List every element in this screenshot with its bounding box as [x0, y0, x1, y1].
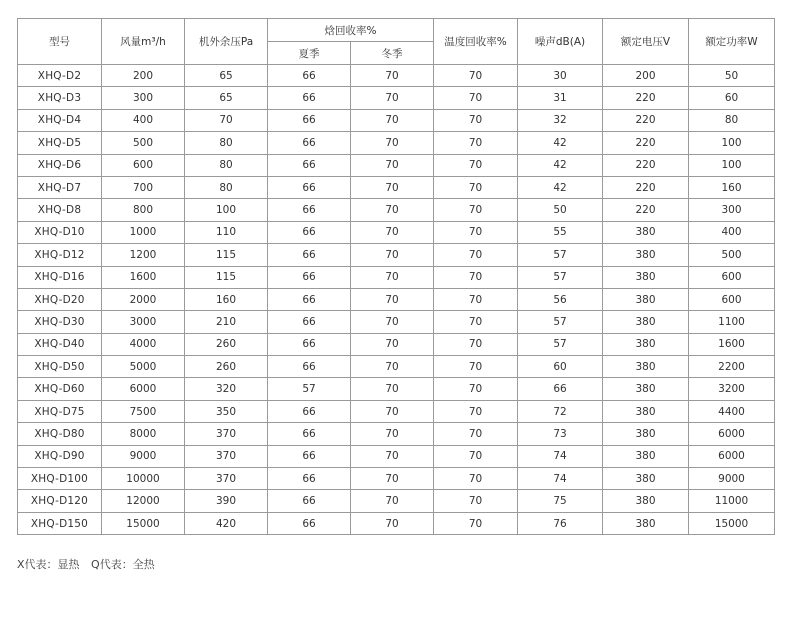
- cell-winter: 70: [351, 378, 434, 400]
- cell-airflow: 5000: [102, 356, 185, 378]
- table-body: [18, 65, 775, 535]
- table-row: [18, 311, 775, 333]
- cell-power: 60: [689, 87, 775, 109]
- cell-power: 600: [689, 266, 775, 288]
- cell-winter: 70: [351, 356, 434, 378]
- cell-power: 500: [689, 244, 775, 266]
- cell-airflow: 8000: [102, 423, 185, 445]
- table-row: [18, 356, 775, 378]
- header-noise: 噪声dB(A): [518, 19, 603, 65]
- cell-model: XHQ-D2: [18, 65, 102, 87]
- cell-airflow: 9000: [102, 445, 185, 467]
- spec-table: [17, 18, 775, 535]
- cell-airflow: 1600: [102, 266, 185, 288]
- table-row: [18, 400, 775, 422]
- table-row: [18, 65, 775, 87]
- cell-pressure: 320: [185, 378, 268, 400]
- cell-power: 6000: [689, 445, 775, 467]
- cell-airflow: 700: [102, 176, 185, 198]
- cell-voltage: 220: [603, 199, 689, 221]
- cell-pressure: 70: [185, 109, 268, 131]
- table-row: [18, 512, 775, 534]
- cell-noise: 74: [518, 468, 603, 490]
- cell-model: XHQ-D5: [18, 132, 102, 154]
- cell-power: 100: [689, 154, 775, 176]
- cell-power: 1600: [689, 333, 775, 355]
- cell-noise: 50: [518, 199, 603, 221]
- table-row: [18, 199, 775, 221]
- cell-airflow: 2000: [102, 288, 185, 310]
- cell-model: XHQ-D8: [18, 199, 102, 221]
- cell-model: XHQ-D120: [18, 490, 102, 512]
- cell-airflow: 15000: [102, 512, 185, 534]
- cell-voltage: 220: [603, 109, 689, 131]
- cell-voltage: 380: [603, 445, 689, 467]
- cell-model: XHQ-D60: [18, 378, 102, 400]
- cell-voltage: 220: [603, 154, 689, 176]
- cell-power: 3200: [689, 378, 775, 400]
- cell-power: 4400: [689, 400, 775, 422]
- cell-pressure: 115: [185, 244, 268, 266]
- cell-pressure: 370: [185, 445, 268, 467]
- cell-winter: 70: [351, 199, 434, 221]
- cell-noise: 30: [518, 65, 603, 87]
- cell-noise: 57: [518, 244, 603, 266]
- table-row: [18, 333, 775, 355]
- cell-summer: 66: [268, 468, 351, 490]
- cell-noise: 56: [518, 288, 603, 310]
- cell-model: XHQ-D100: [18, 468, 102, 490]
- cell-winter: 70: [351, 400, 434, 422]
- cell-pressure: 370: [185, 468, 268, 490]
- cell-pressure: 80: [185, 132, 268, 154]
- cell-voltage: 380: [603, 333, 689, 355]
- cell-temp: 70: [434, 109, 518, 131]
- cell-noise: 57: [518, 311, 603, 333]
- cell-temp: 70: [434, 378, 518, 400]
- cell-airflow: 1200: [102, 244, 185, 266]
- table-row: [18, 87, 775, 109]
- header-pressure: 机外余压Pa: [185, 19, 268, 65]
- cell-power: 100: [689, 132, 775, 154]
- cell-noise: 72: [518, 400, 603, 422]
- cell-model: XHQ-D16: [18, 266, 102, 288]
- cell-power: 80: [689, 109, 775, 131]
- header-voltage: 额定电压V: [603, 19, 689, 65]
- footnote: [17, 556, 163, 572]
- cell-summer: 66: [268, 132, 351, 154]
- cell-airflow: 500: [102, 132, 185, 154]
- cell-pressure: 390: [185, 490, 268, 512]
- cell-airflow: 10000: [102, 468, 185, 490]
- cell-winter: 70: [351, 244, 434, 266]
- table-row: [18, 154, 775, 176]
- cell-winter: 70: [351, 445, 434, 467]
- cell-noise: 42: [518, 132, 603, 154]
- cell-voltage: 380: [603, 266, 689, 288]
- cell-pressure: 370: [185, 423, 268, 445]
- cell-winter: 70: [351, 266, 434, 288]
- cell-temp: 70: [434, 154, 518, 176]
- cell-pressure: 65: [185, 65, 268, 87]
- cell-model: XHQ-D20: [18, 288, 102, 310]
- cell-airflow: 3000: [102, 311, 185, 333]
- cell-winter: 70: [351, 423, 434, 445]
- cell-voltage: 380: [603, 512, 689, 534]
- cell-model: XHQ-D30: [18, 311, 102, 333]
- cell-airflow: 800: [102, 199, 185, 221]
- cell-power: 160: [689, 176, 775, 198]
- cell-power: 600: [689, 288, 775, 310]
- cell-power: 9000: [689, 468, 775, 490]
- header-temp-recovery: 温度回收率%: [434, 19, 518, 65]
- cell-summer: 66: [268, 512, 351, 534]
- cell-power: 300: [689, 199, 775, 221]
- cell-winter: 70: [351, 333, 434, 355]
- cell-model: XHQ-D50: [18, 356, 102, 378]
- cell-noise: 75: [518, 490, 603, 512]
- cell-noise: 74: [518, 445, 603, 467]
- cell-noise: 31: [518, 87, 603, 109]
- cell-power: 50: [689, 65, 775, 87]
- table-header: [18, 19, 775, 65]
- cell-summer: 66: [268, 490, 351, 512]
- cell-summer: 66: [268, 333, 351, 355]
- cell-temp: 70: [434, 333, 518, 355]
- table-row: [18, 490, 775, 512]
- cell-pressure: 210: [185, 311, 268, 333]
- cell-power: 1100: [689, 311, 775, 333]
- cell-noise: 57: [518, 266, 603, 288]
- cell-pressure: 260: [185, 333, 268, 355]
- header-model: 型号: [18, 19, 102, 65]
- cell-summer: 66: [268, 244, 351, 266]
- cell-voltage: 380: [603, 423, 689, 445]
- cell-pressure: 350: [185, 400, 268, 422]
- cell-winter: 70: [351, 490, 434, 512]
- cell-temp: 70: [434, 445, 518, 467]
- cell-summer: 66: [268, 221, 351, 243]
- cell-pressure: 80: [185, 154, 268, 176]
- cell-summer: 66: [268, 176, 351, 198]
- cell-pressure: 160: [185, 288, 268, 310]
- cell-winter: 70: [351, 512, 434, 534]
- cell-pressure: 100: [185, 199, 268, 221]
- cell-noise: 60: [518, 356, 603, 378]
- cell-noise: 73: [518, 423, 603, 445]
- cell-summer: 66: [268, 109, 351, 131]
- cell-temp: 70: [434, 176, 518, 198]
- cell-pressure: 420: [185, 512, 268, 534]
- cell-voltage: 220: [603, 132, 689, 154]
- table-row: [18, 244, 775, 266]
- cell-model: XHQ-D40: [18, 333, 102, 355]
- table-row: [18, 109, 775, 131]
- cell-model: XHQ-D12: [18, 244, 102, 266]
- cell-temp: 70: [434, 199, 518, 221]
- cell-airflow: 300: [102, 87, 185, 109]
- cell-power: 400: [689, 221, 775, 243]
- cell-summer: 66: [268, 288, 351, 310]
- cell-model: XHQ-D80: [18, 423, 102, 445]
- cell-temp: 70: [434, 288, 518, 310]
- cell-airflow: 400: [102, 109, 185, 131]
- cell-winter: 70: [351, 154, 434, 176]
- table-row: [18, 221, 775, 243]
- cell-summer: 66: [268, 154, 351, 176]
- table-row: [18, 266, 775, 288]
- cell-temp: 70: [434, 400, 518, 422]
- cell-model: XHQ-D150: [18, 512, 102, 534]
- cell-winter: 70: [351, 311, 434, 333]
- cell-power: 2200: [689, 356, 775, 378]
- cell-voltage: 380: [603, 311, 689, 333]
- cell-noise: 55: [518, 221, 603, 243]
- cell-pressure: 80: [185, 176, 268, 198]
- table-row: [18, 378, 775, 400]
- cell-winter: 70: [351, 288, 434, 310]
- table-row: [18, 176, 775, 198]
- cell-noise: 66: [518, 378, 603, 400]
- header-winter: 冬季: [351, 42, 434, 65]
- header-enthalpy: 焓回收率%: [268, 19, 434, 42]
- table-row: [18, 288, 775, 310]
- cell-summer: 66: [268, 400, 351, 422]
- cell-model: XHQ-D10: [18, 221, 102, 243]
- cell-temp: 70: [434, 65, 518, 87]
- cell-noise: 57: [518, 333, 603, 355]
- cell-model: XHQ-D75: [18, 400, 102, 422]
- cell-temp: 70: [434, 311, 518, 333]
- cell-model: XHQ-D4: [18, 109, 102, 131]
- cell-noise: 42: [518, 176, 603, 198]
- cell-temp: 70: [434, 468, 518, 490]
- cell-pressure: 115: [185, 266, 268, 288]
- cell-summer: 66: [268, 356, 351, 378]
- cell-airflow: 12000: [102, 490, 185, 512]
- cell-model: XHQ-D3: [18, 87, 102, 109]
- header-summer: 夏季: [268, 42, 351, 65]
- footnote-q: Q代表：全热: [91, 558, 155, 571]
- cell-model: XHQ-D90: [18, 445, 102, 467]
- cell-summer: 57: [268, 378, 351, 400]
- cell-noise: 32: [518, 109, 603, 131]
- cell-airflow: 600: [102, 154, 185, 176]
- cell-winter: 70: [351, 109, 434, 131]
- cell-power: 6000: [689, 423, 775, 445]
- cell-voltage: 200: [603, 65, 689, 87]
- cell-summer: 66: [268, 65, 351, 87]
- cell-temp: 70: [434, 221, 518, 243]
- cell-summer: 66: [268, 87, 351, 109]
- header-power: 额定功率W: [689, 19, 775, 65]
- cell-airflow: 1000: [102, 221, 185, 243]
- table-row: [18, 468, 775, 490]
- cell-summer: 66: [268, 199, 351, 221]
- cell-summer: 66: [268, 445, 351, 467]
- cell-pressure: 260: [185, 356, 268, 378]
- cell-airflow: 6000: [102, 378, 185, 400]
- cell-winter: 70: [351, 87, 434, 109]
- cell-voltage: 380: [603, 356, 689, 378]
- cell-airflow: 7500: [102, 400, 185, 422]
- cell-winter: 70: [351, 221, 434, 243]
- cell-noise: 76: [518, 512, 603, 534]
- footnote-x: X代表：显热: [17, 558, 80, 571]
- cell-voltage: 380: [603, 378, 689, 400]
- cell-summer: 66: [268, 423, 351, 445]
- cell-airflow: 4000: [102, 333, 185, 355]
- cell-temp: 70: [434, 423, 518, 445]
- cell-summer: 66: [268, 266, 351, 288]
- cell-temp: 70: [434, 266, 518, 288]
- header-airflow: 风量m³/h: [102, 19, 185, 65]
- cell-voltage: 380: [603, 468, 689, 490]
- cell-airflow: 200: [102, 65, 185, 87]
- table-row: [18, 445, 775, 467]
- cell-power: 15000: [689, 512, 775, 534]
- cell-model: XHQ-D7: [18, 176, 102, 198]
- cell-winter: 70: [351, 468, 434, 490]
- cell-voltage: 380: [603, 288, 689, 310]
- table-row: [18, 423, 775, 445]
- cell-temp: 70: [434, 512, 518, 534]
- cell-voltage: 220: [603, 176, 689, 198]
- cell-model: XHQ-D6: [18, 154, 102, 176]
- cell-voltage: 380: [603, 221, 689, 243]
- cell-pressure: 110: [185, 221, 268, 243]
- cell-summer: 66: [268, 311, 351, 333]
- table-row: [18, 132, 775, 154]
- cell-voltage: 380: [603, 490, 689, 512]
- cell-temp: 70: [434, 490, 518, 512]
- cell-noise: 42: [518, 154, 603, 176]
- cell-temp: 70: [434, 356, 518, 378]
- cell-voltage: 220: [603, 87, 689, 109]
- cell-voltage: 380: [603, 400, 689, 422]
- cell-temp: 70: [434, 244, 518, 266]
- cell-winter: 70: [351, 176, 434, 198]
- cell-winter: 70: [351, 65, 434, 87]
- cell-pressure: 65: [185, 87, 268, 109]
- cell-power: 11000: [689, 490, 775, 512]
- cell-voltage: 380: [603, 244, 689, 266]
- cell-temp: 70: [434, 87, 518, 109]
- cell-winter: 70: [351, 132, 434, 154]
- cell-temp: 70: [434, 132, 518, 154]
